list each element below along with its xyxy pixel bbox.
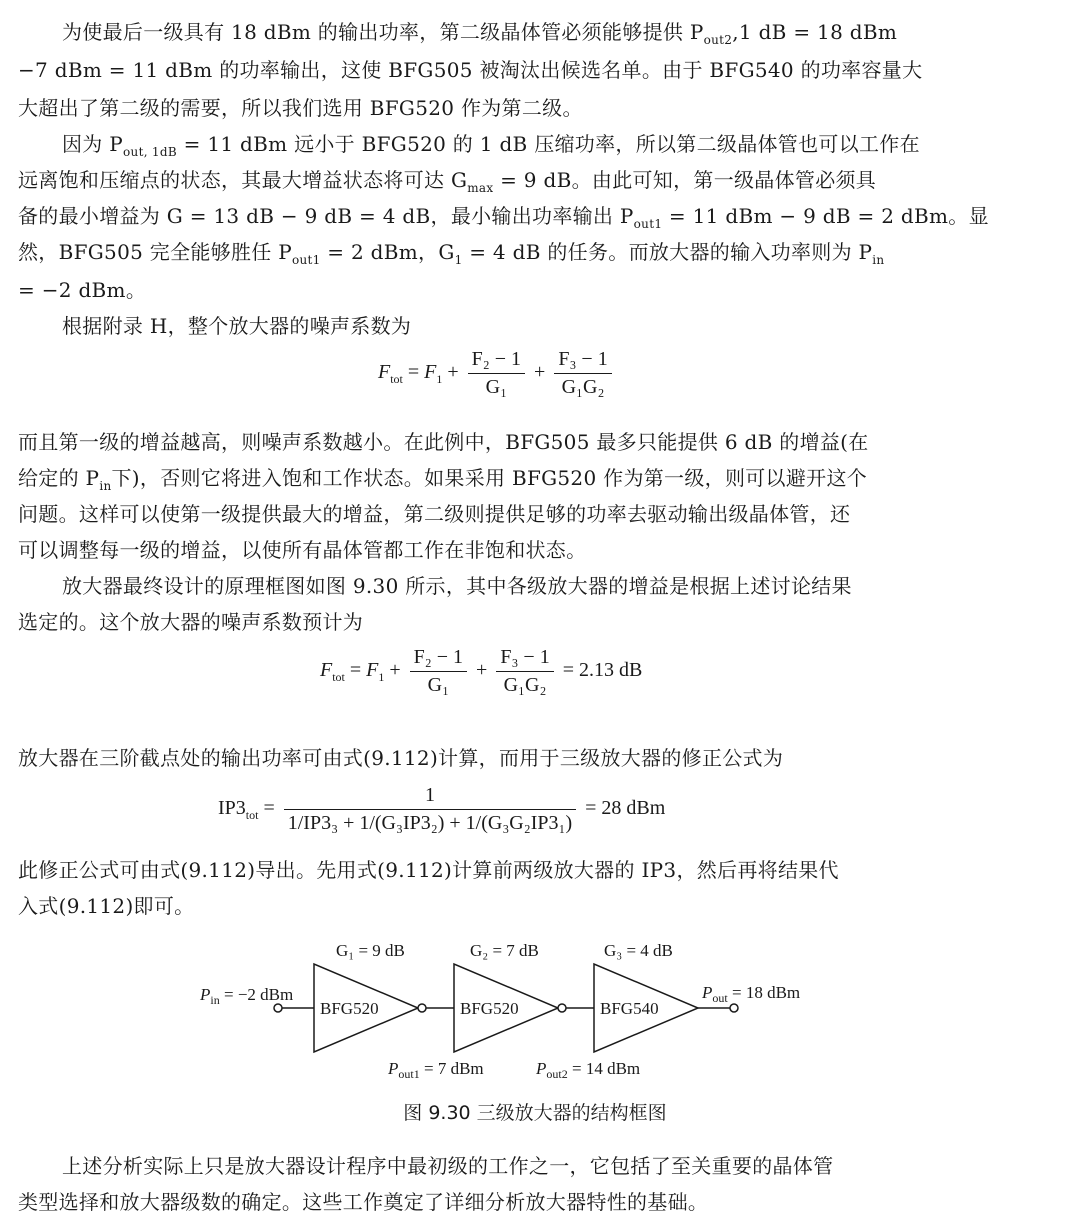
value: = −2 dBm: [219, 985, 294, 1004]
pout2-label: [535, 1059, 640, 1081]
symbol: P: [536, 1059, 547, 1078]
stage3-device: BFG540: [600, 999, 659, 1018]
paragraph-line: 此修正公式可由式(9.112)导出。先用式(9.112)计算前两级放大器的 IP3，然后再将结果代: [18, 858, 839, 882]
operator: +: [447, 361, 464, 384]
subscript: out: [712, 991, 728, 1005]
stage2-gain-label: G₂ = 7 dB: [470, 941, 539, 960]
input-power-label: [199, 985, 293, 1007]
text: 给定的 P: [18, 466, 100, 490]
paragraph-line: −7 dBm = 11 dBm 的功率输出，这使 BFG505 被淘汰出候选名单。由于 BFG540 的功率容量大: [18, 58, 923, 82]
subscript: in: [210, 993, 220, 1007]
numerator: F₂ − 1: [468, 348, 525, 374]
text: 为使最后一级具有 18 dBm 的输出功率，第二级晶体管必须能够提供 P: [62, 20, 704, 44]
text: 远离饱和压缩点的状态，其最大增益状态将可达 G: [18, 168, 468, 192]
result-value: = 2.13 dB: [562, 659, 643, 682]
figure-caption: 图 9.30 三级放大器的结构框图: [403, 1102, 667, 1124]
value: = 18 dBm: [727, 983, 801, 1002]
numerator: F₃ − 1: [554, 348, 611, 374]
fraction: [554, 348, 611, 399]
subscript: in: [872, 253, 885, 267]
paragraph-line: 大超出了第二级的需要，所以我们选用 BFG520 作为第二级。: [18, 96, 583, 120]
ip3-equation: [218, 784, 665, 835]
denominator: G₁: [427, 674, 450, 696]
paragraph-line: 入式(9.112)即可。: [18, 894, 195, 918]
result-value: = 28 dBm: [585, 797, 666, 820]
denominator: G₁: [485, 376, 508, 398]
subscript: out1: [633, 217, 663, 231]
numerator: F₂ − 1: [410, 646, 467, 672]
value: = 7 dBm: [419, 1059, 484, 1078]
numerator: F₃ − 1: [496, 646, 553, 672]
paragraph-line: 问题。这样可以使第一级提供最大的增益，第二级则提供足够的功率去驱动输出级晶体管，还: [18, 502, 851, 526]
operator: +: [476, 659, 488, 682]
text: 因为 P: [62, 132, 124, 156]
subscript: out1: [292, 253, 321, 267]
symbol: F: [424, 361, 437, 384]
symbol: F: [378, 361, 391, 384]
symbol: F: [320, 659, 333, 682]
fraction: [284, 784, 576, 835]
numerator: 1: [284, 784, 576, 810]
stage1-gain-label: G₁ = 9 dB: [336, 941, 405, 960]
subscript: out, 1dB: [123, 145, 177, 159]
output-power-label: [701, 983, 800, 1005]
paragraph-line: = −2 dBm。: [18, 278, 147, 302]
denominator: 1/IP3₃ + 1/(G₃IP3₂) + 1/(G₃G₂IP3₁): [287, 812, 573, 834]
fraction: [496, 646, 553, 697]
symbol: P: [388, 1059, 399, 1078]
paragraph-line: 放大器在三阶截点处的输出功率可由式(9.112)计算，而用于三级放大器的修正公式为: [18, 746, 784, 770]
denominator: G₁G₂: [503, 674, 547, 696]
paragraph-line: 类型选择和放大器级数的确定。这些工作奠定了详细分析放大器特性的基础。: [18, 1190, 709, 1214]
text: = 11 dBm − 9 dB = 2 dBm。显: [662, 204, 989, 228]
text: 然，BFG505 完全能够胜任 P: [18, 240, 292, 264]
text: = 4 dB 的任务。而放大器的输入功率则为 P: [462, 240, 873, 264]
node-terminal: [558, 1004, 566, 1012]
subscript: out2: [703, 33, 733, 47]
paragraph-line: 放大器最终设计的原理框图如图 9.30 所示，其中各级放大器的增益是根据上述讨论结果: [62, 574, 852, 598]
symbol: P: [200, 985, 211, 1004]
text: 下)，否则它将进入饱和工作状态。如果采用 BFG520 作为第一级，则可以避开这个: [111, 466, 868, 490]
denominator: G₁G₂: [561, 376, 605, 398]
paragraph-line: 根据附录 H，整个放大器的噪声系数为: [62, 314, 412, 338]
fraction: [410, 646, 467, 697]
subscript: tot: [390, 372, 403, 387]
symbol: P: [702, 983, 713, 1002]
operator: =: [263, 797, 280, 820]
subscript: out1: [398, 1067, 420, 1081]
operator: +: [534, 361, 546, 384]
node-terminal: [418, 1004, 426, 1012]
subscript: 1: [454, 253, 463, 267]
noise-figure-equation: [378, 348, 616, 399]
subscript: 1: [378, 670, 385, 685]
symbol: IP3: [218, 797, 246, 820]
pout1-label: [387, 1059, 484, 1081]
subscript: in: [99, 479, 112, 493]
subscript: max: [467, 181, 494, 195]
operator: =: [407, 361, 425, 384]
symbol: F: [366, 659, 379, 682]
subscript: tot: [332, 670, 345, 685]
operator: =: [349, 659, 367, 682]
text: = 11 dBm 远小于 BFG520 的 1 dB 压缩功率，所以第二级晶体管也可以工作在: [176, 132, 920, 156]
paragraph-line: 可以调整每一级的增益，以使所有晶体管都工作在非饱和状态。: [18, 538, 587, 562]
noise-figure-result-equation: [320, 646, 642, 697]
text: = 2 dBm，G: [320, 240, 455, 264]
paragraph-line: 上述分析实际上只是放大器设计程序中最初级的工作之一，它包括了至关重要的晶体管: [62, 1154, 834, 1178]
text: 备的最小增益为 G = 13 dB − 9 dB = 4 dB，最小输出功率输出 P: [18, 204, 634, 228]
text: = 9 dB。由此可知，第一级晶体管必须具: [493, 168, 877, 192]
fraction: [468, 348, 525, 399]
text: ,1 dB = 18 dBm: [732, 20, 898, 44]
input-terminal: [274, 1004, 282, 1012]
paragraph-line: 而且第一级的增益越高，则噪声系数越小。在此例中，BFG505 最多只能提供 6 dB 的增益(在: [18, 430, 869, 454]
amplifier-block-diagram: [0, 932, 1070, 1092]
subscript: tot: [245, 808, 259, 823]
operator: +: [389, 659, 406, 682]
subscript: 1: [436, 372, 443, 387]
paragraph-line: 选定的。这个放大器的噪声系数预计为: [18, 610, 364, 634]
output-terminal: [730, 1004, 738, 1012]
subscript: out2: [546, 1067, 568, 1081]
value: = 14 dBm: [567, 1059, 641, 1078]
stage3-gain-label: G₃ = 4 dB: [604, 941, 673, 960]
stage2-device: BFG520: [460, 999, 519, 1018]
stage1-device: BFG520: [320, 999, 379, 1018]
